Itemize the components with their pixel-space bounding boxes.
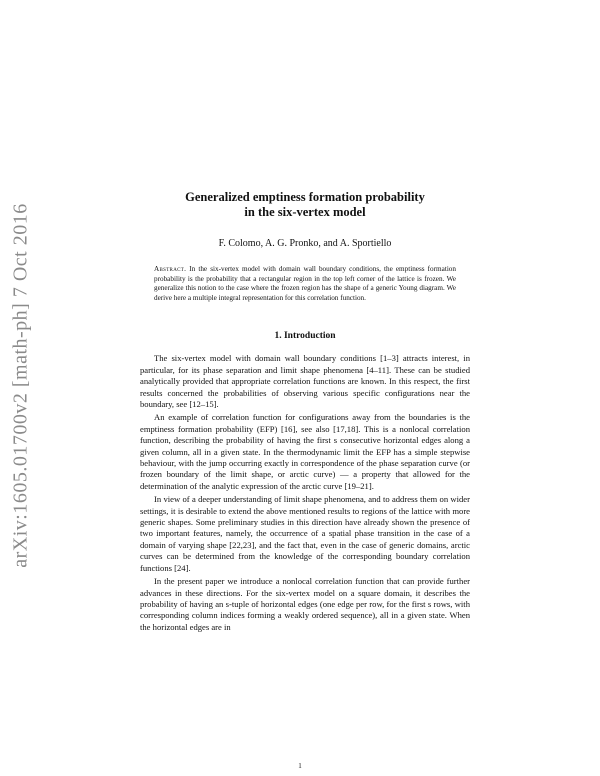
section-heading-introduction: 1. Introduction (274, 331, 336, 342)
intro-paragraph-2: An example of correlation function for configurations away from the boundaries is the emptiness formation probability (EFP) [16], see also [17,18]. This is a nonlocal correlation function, describing the probability of having the first s consecutive horizontal edges along a given column, all in a given state. In the thermodynamic limit the EFP has a simple stepwise behaviour, with the jump occurring exactly in correspondence of the phase separation curve (or frozen boundary of the limit shape, or arctic curve) — a property that allowed for the determination of the analytic expression of the arctic curve [19–21]. (140, 412, 470, 491)
intro-paragraph-1: The six-vertex model with domain wall boundary conditions [1–3] attracts interest, in particular, for its phase separation and limit shape phenomena [4–11]. These can be studied analytically provided that appropriate correlation functions are known. In this respect, the first results concerned the probabilities of observing various specific configurations near the boundary, see [12–15]. (140, 353, 470, 409)
abstract (154, 265, 456, 303)
paper-title (140, 190, 470, 220)
abstract-text: In the six-vertex model with domain wall boundary conditions, the emptiness formation probability is the probability that a rectangular region in the top left corner of the lattice is frozen. We generalize this notion to the case where the frozen region has the shape of a generic Young diagram. We derive here a multiple integral representation for this correlation function. (154, 265, 456, 302)
title-line-1: Generalized emptiness formation probability (185, 190, 425, 204)
abstract-label: Abstract. (154, 265, 187, 273)
page-number: 1 (298, 762, 302, 770)
arxiv-identifier-text: arXiv:1605.01700v2 [math-ph] 7 Oct 2016 (9, 202, 32, 568)
intro-paragraph-3: In view of a deeper understanding of limit shape phenomena, and to address them on wider settings, it is desirable to extend the above mentioned results to regions of the lattice with more generic shapes. Some preliminary studies in this direction have already shown the presence of two important features, namely, the occurrence of a spatial phase transition in the case of a domain of varying shape [22,23], and the fact that, even in the case of generic domains, arctic curves can be determined from the knowledge of the corresponding boundary correlation functions [24]. (140, 494, 470, 573)
paper-page (140, 190, 470, 635)
title-line-2: in the six-vertex model (244, 205, 366, 219)
arxiv-identifier (6, 180, 36, 590)
author-list: F. Colomo, A. G. Pronko, and A. Sportiello (218, 238, 392, 249)
intro-paragraph-4: In the present paper we introduce a nonlocal correlation function that can provide further advances in these directions. For the six-vertex model on a square domain, it describes the probability of having an s-tuple of horizontal edges (one edge per row, for the first s rows, with corresponding column indices forming a weakly ordered sequence), all in a given state. When the horizontal edges are in (140, 576, 470, 632)
